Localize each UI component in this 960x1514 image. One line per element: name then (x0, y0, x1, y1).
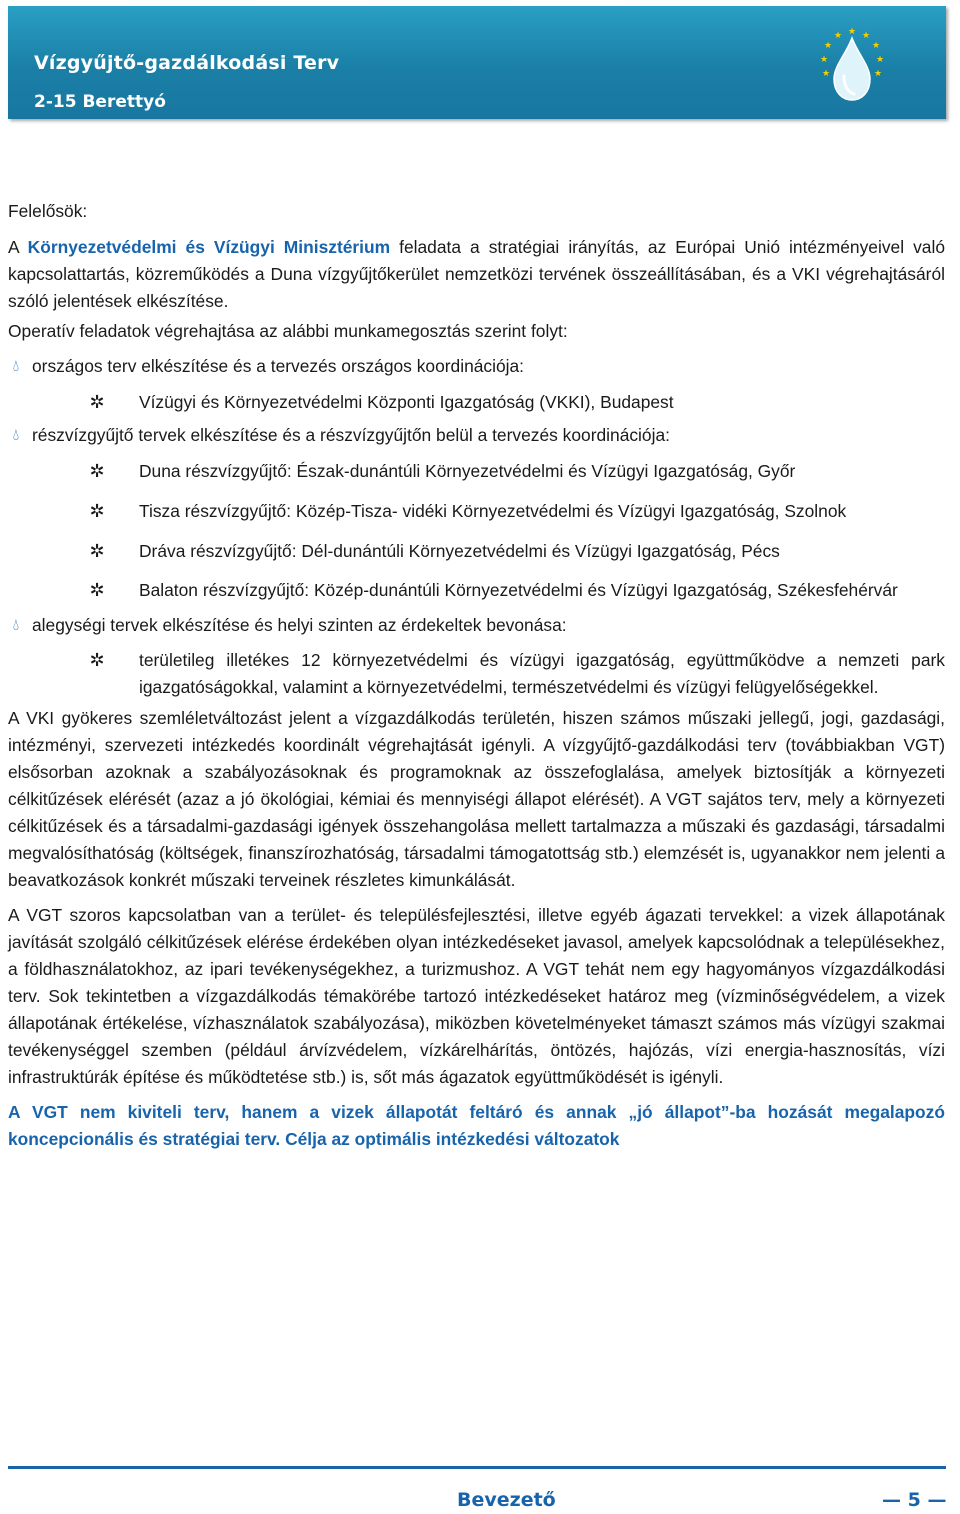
subtask-item (8, 498, 945, 525)
page-header (8, 6, 946, 119)
footer-divider (8, 1466, 946, 1469)
page-number: — 5 — (882, 1489, 947, 1511)
subtask-text: Vízügyi és Környezetvédelmi Központi Igazgatóság (VKKI), Budapest (139, 392, 674, 412)
svg-text:★: ★ (833, 30, 843, 40)
footer-section: Bevezető (457, 1489, 556, 1511)
task-text: alegységi tervek elkészítése és helyi szinten az érdekeltek bevonása: (32, 615, 567, 635)
task-list (8, 353, 945, 701)
ministry-name: Környezetvédelmi és Vízügyi Minisztérium (27, 237, 391, 257)
hollow-star-bullet-icon: ✲ (89, 501, 105, 521)
svg-text:★: ★ (873, 68, 883, 78)
task-text: részvízgyűjtő tervek elkészítése és a részvízgyűjtőn belül a tervezés koordinációja: (32, 425, 670, 445)
subtask-text: területileg illetékes 12 környezetvédelmi és vízügyi igazgatóság, együttműködve a nemzeti park igazgatóságokkal, valamint a környezetvédelmi, természetvédelmi és vízügyi felügyelőségekkel. (139, 650, 945, 697)
subtask-item (8, 538, 945, 565)
body-paragraph: A VGT szoros kapcsolatban van a terület- és településfejlesztési, illetve egyéb ágazati tervekkel: a vizek állapotának javítását szolgáló célkitűzések elérése érdekében olyan intézkedéseket javasol, amelyek kapcsolódnak a településekhez, a földhasználatokhoz, az ipari tevékenységekhez, a turizmushoz. A VGT tehát nem egy hagyományos vízgazdálkodási terv. Sok tekintetben a vízgazdálkodás témakörébe tartozó intézkedéseket határoz meg (vízminőségvédelem, a vizek állapotának értékelése, vízhasználatok szabályozása), miközben követelményeket támaszt számos más vízügyi szakmai tevékenységgel szemben (például árvízvédelem, vízkárelhárítás, öntözés, hajózás, vízi energia-hasznosítás, vízi infrastruktúrák építése és működtetése stb.) is, sőt más ágazatok együttműködését is igényli. (8, 905, 945, 1087)
task-item (8, 612, 945, 639)
ministry-text: feladata a stratégiai irányítás, az Európai Unió intézményeivel való kapcsolattartás, közreműködés a Duna vízgyűjtőkerület nemzetközi tervének összeállításában, és a VKI végrehajtásáról szóló jelentések elkészítése. (8, 237, 945, 311)
main-content (8, 198, 945, 1153)
svg-text:★: ★ (821, 68, 831, 78)
eu-water-drop-logo-icon (816, 24, 888, 108)
hollow-star-bullet-icon: ✲ (89, 392, 105, 412)
svg-text:★: ★ (819, 54, 829, 64)
hollow-star-bullet-icon: ✲ (89, 650, 105, 670)
task-item (8, 422, 945, 449)
subtask-item (8, 458, 945, 485)
subtask-item (8, 647, 945, 701)
drop-bullet-icon: 💧︎ (12, 358, 20, 375)
task-text: országos terv elkészítése és a tervezés országos koordinációja: (32, 356, 525, 376)
ministry-paragraph (8, 234, 945, 315)
svg-text:★: ★ (875, 54, 885, 64)
task-item (8, 353, 945, 380)
document-title: Vízgyűjtő-gazdálkodási Terv (34, 52, 340, 74)
operative-intro: Operatív feladatok végrehajtása az alábbi munkamegosztás szerint folyt: (8, 321, 568, 341)
hollow-star-bullet-icon: ✲ (89, 541, 105, 561)
subtask-text: Balaton részvízgyűjtő: Közép-dunántúli Környezetvédelmi és Vízügyi Igazgatóság, Székesfehérvár (139, 580, 898, 600)
svg-text:★: ★ (861, 30, 871, 40)
highlight-paragraph: A VGT nem kiviteli terv, hanem a vizek állapotát feltáró és annak „jó állapot”-ba hozását megalapozó koncepcionális és stratégiai terv. Célja az optimális intézkedési változatok (8, 1102, 945, 1149)
subtask-item (8, 389, 945, 416)
svg-text:★: ★ (847, 26, 857, 36)
responsibles-label: Felelősök: (8, 201, 88, 221)
hollow-star-bullet-icon: ✲ (89, 580, 105, 600)
subtask-text: Tisza részvízgyűjtő: Közép-Tisza- vidéki Környezetvédelmi és Vízügyi Igazgatóság, Szolnok (139, 501, 847, 521)
drop-bullet-icon: 💧︎ (12, 427, 20, 444)
svg-text:★: ★ (871, 40, 881, 50)
subtask-text: Duna részvízgyűjtő: Észak-dunántúli Környezetvédelmi és Vízügyi Igazgatóság, Győr (139, 461, 796, 481)
document-subtitle: 2-15 Berettyó (34, 92, 166, 112)
subtask-text: Dráva részvízgyűjtő: Dél-dunántúli Környezetvédelmi és Vízügyi Igazgatóság, Pécs (139, 541, 780, 561)
hollow-star-bullet-icon: ✲ (89, 461, 105, 481)
body-paragraph: A VKI gyökeres szemléletváltozást jelent a vízgazdálkodás területén, hiszen számos műszaki jellegű, jogi, gazdasági, intézményi, szervezeti intézkedés koordinált végrehajtását igényli. A vízgyűjtő-gazdálkodási terv (továbbiakban VGT) elsősorban azoknak a szabályozásoknak és programoknak az összefoglalása, amelyek biztosítják a környezeti célkitűzések elérését (azaz a jó ökológiai, kémiai és mennyiségi állapot elérését). A VGT sajátos terv, mely a környezeti célkitűzések és a társadalmi-gazdasági igények összehangolása mellett tartalmazza a műszaki és gazdasági, társadalmi megvalósíthatóság (költségek, finanszírozhatóság, társadalmi támogatottság stb.) elemzését is, ugyanakkor nem jelenti a beavatkozások konkrét műszaki terveinek részletes kimunkálását. (8, 708, 945, 890)
drop-bullet-icon: 💧︎ (12, 617, 20, 634)
ministry-article: A (8, 237, 19, 257)
subtask-item (8, 577, 945, 604)
svg-text:★: ★ (823, 40, 833, 50)
